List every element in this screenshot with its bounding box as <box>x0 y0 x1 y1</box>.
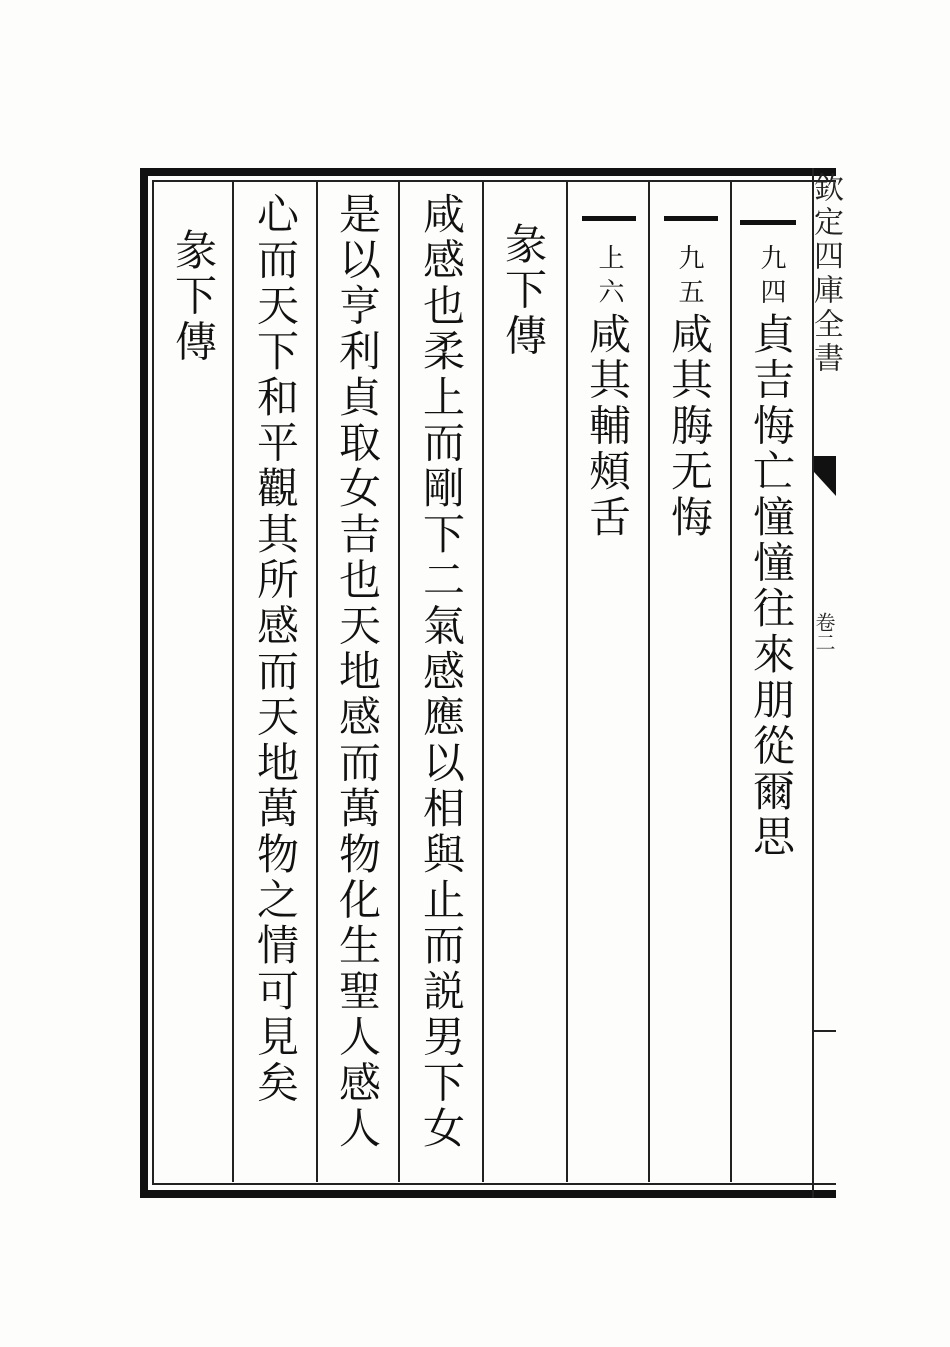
column-text: 咸其輔頰舌 <box>583 312 632 541</box>
section-end-title: 彖下傳 <box>169 228 218 366</box>
line-label-top-six: 上六 <box>594 244 624 312</box>
fold-rule <box>814 1030 836 1032</box>
column-rule <box>482 182 484 1182</box>
column-text: 心而天下和平觀其所感而天地萬物之情可見矣 <box>251 192 300 1106</box>
column-rule <box>730 182 732 1182</box>
column-rule <box>648 182 650 1182</box>
line-dash-mark <box>664 216 718 221</box>
section-heading: 彖下傳 <box>499 222 548 360</box>
line-dash-mark <box>582 216 636 221</box>
column-text: 咸其脢无悔 <box>665 312 714 541</box>
column-text: 是以亨利貞取女吉也天地感而萬物化生聖人感人 <box>333 192 382 1152</box>
line-label-nine-four: 九四 <box>756 244 786 312</box>
line-label-nine-five: 九五 <box>674 244 704 312</box>
column-text: 貞吉悔亡憧憧往來朋從爾思 <box>747 312 796 861</box>
column-rule <box>566 182 568 1182</box>
column-rule <box>232 182 234 1182</box>
column-rule <box>398 182 400 1182</box>
line-dash-mark <box>740 220 796 225</box>
column-rule <box>316 182 318 1182</box>
fold-book-title: 欽定四庫全書 <box>808 172 843 376</box>
column-text: 咸感也柔上而剛下二氣感應以相與止而説男下女 <box>417 192 466 1152</box>
fold-juan-number: 卷二 <box>812 612 836 652</box>
